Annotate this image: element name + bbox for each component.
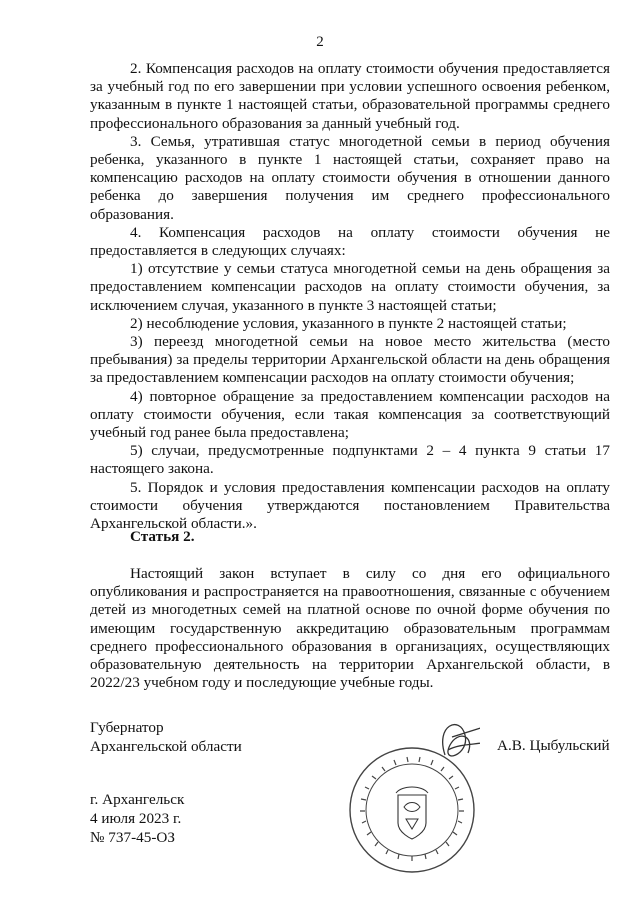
place: г. Архангельск bbox=[90, 791, 185, 808]
paragraph: 3) переезд многодетной семьи на новое место жительства (место пребывания) за пределы территории Архангельской области на день обращения за предоставлением компенсации расходов на оплату стоимости обучения; bbox=[90, 333, 610, 387]
signatory-title bbox=[90, 718, 242, 756]
paragraph: 2. Компенсация расходов на оплату стоимости обучения предоставляется за учебный год по его завершении при условии успешного освоения ребенком, указанным в пункте 1 настоящей статьи, образовательной программы среднего профессионального образования за данный учебный год. bbox=[90, 60, 610, 132]
date: 4 июля 2023 г. bbox=[90, 810, 182, 827]
paragraph: 3. Семья, утратившая статус многодетной семьи в период обучения ребенка, указанного в пункте 1 настоящей статьи, сохраняет право на компенсацию расходов на оплату стоимости обучения в отношении данного ребенка до завершения получения им среднего профессионального образования. bbox=[90, 132, 610, 223]
article-heading: Статья 2. bbox=[130, 528, 195, 545]
signatory-title-line: Архангельской области bbox=[90, 738, 242, 755]
article-text: Настоящий закон вступает в силу со дня его официального опубликования и распространяется на правоотношения, связанные с обучением детей из многодетных семей на платной основе по очной форме обучения по имеющим государственную аккредитацию образовательным программам среднего профессионального образования в организациях, осуществляющих образовательную деятельность на территории Архангельской области, в 2022/23 учебном году и последующие учебные годы. bbox=[90, 565, 610, 692]
law-body bbox=[90, 60, 610, 533]
paragraph: 5. Порядок и условия предоставления компенсации расходов на оплату стоимости обучения утверждаются постановлением Правительства Архангельской области.». bbox=[90, 478, 610, 533]
document-footer bbox=[90, 790, 184, 847]
paragraph: 5) случаи, предусмотренные подпунктами 2 – 4 пункта 9 статьи 17 настоящего закона. bbox=[90, 442, 610, 478]
paragraph: 2) несоблюдение условия, указанного в пункте 2 настоящей статьи; bbox=[130, 314, 567, 332]
paragraph: 4) повторное обращение за предоставлением компенсации расходов на оплату стоимости обучения, если такая компенсация за соответствующий учебный год ранее была предоставлена; bbox=[90, 387, 610, 442]
signatory-title-line: Губернатор bbox=[90, 719, 164, 736]
document-number: № 737-45-ОЗ bbox=[90, 829, 175, 846]
paragraph: 1) отсутствие у семьи статуса многодетной семьи на день обращения за предоставлением компенсации расходов на оплату стоимости обучения, за исключением случая, указанного в пункте 3 настоящей статьи; bbox=[90, 260, 610, 314]
seal-stamp-icon bbox=[340, 715, 480, 875]
page-number: 2 bbox=[316, 34, 324, 50]
signatory-name: А.В. Цыбульский bbox=[497, 737, 610, 754]
paragraph: 4. Компенсация расходов на оплату стоимости обучения не предоставляется в следующих случаях: bbox=[90, 223, 610, 260]
